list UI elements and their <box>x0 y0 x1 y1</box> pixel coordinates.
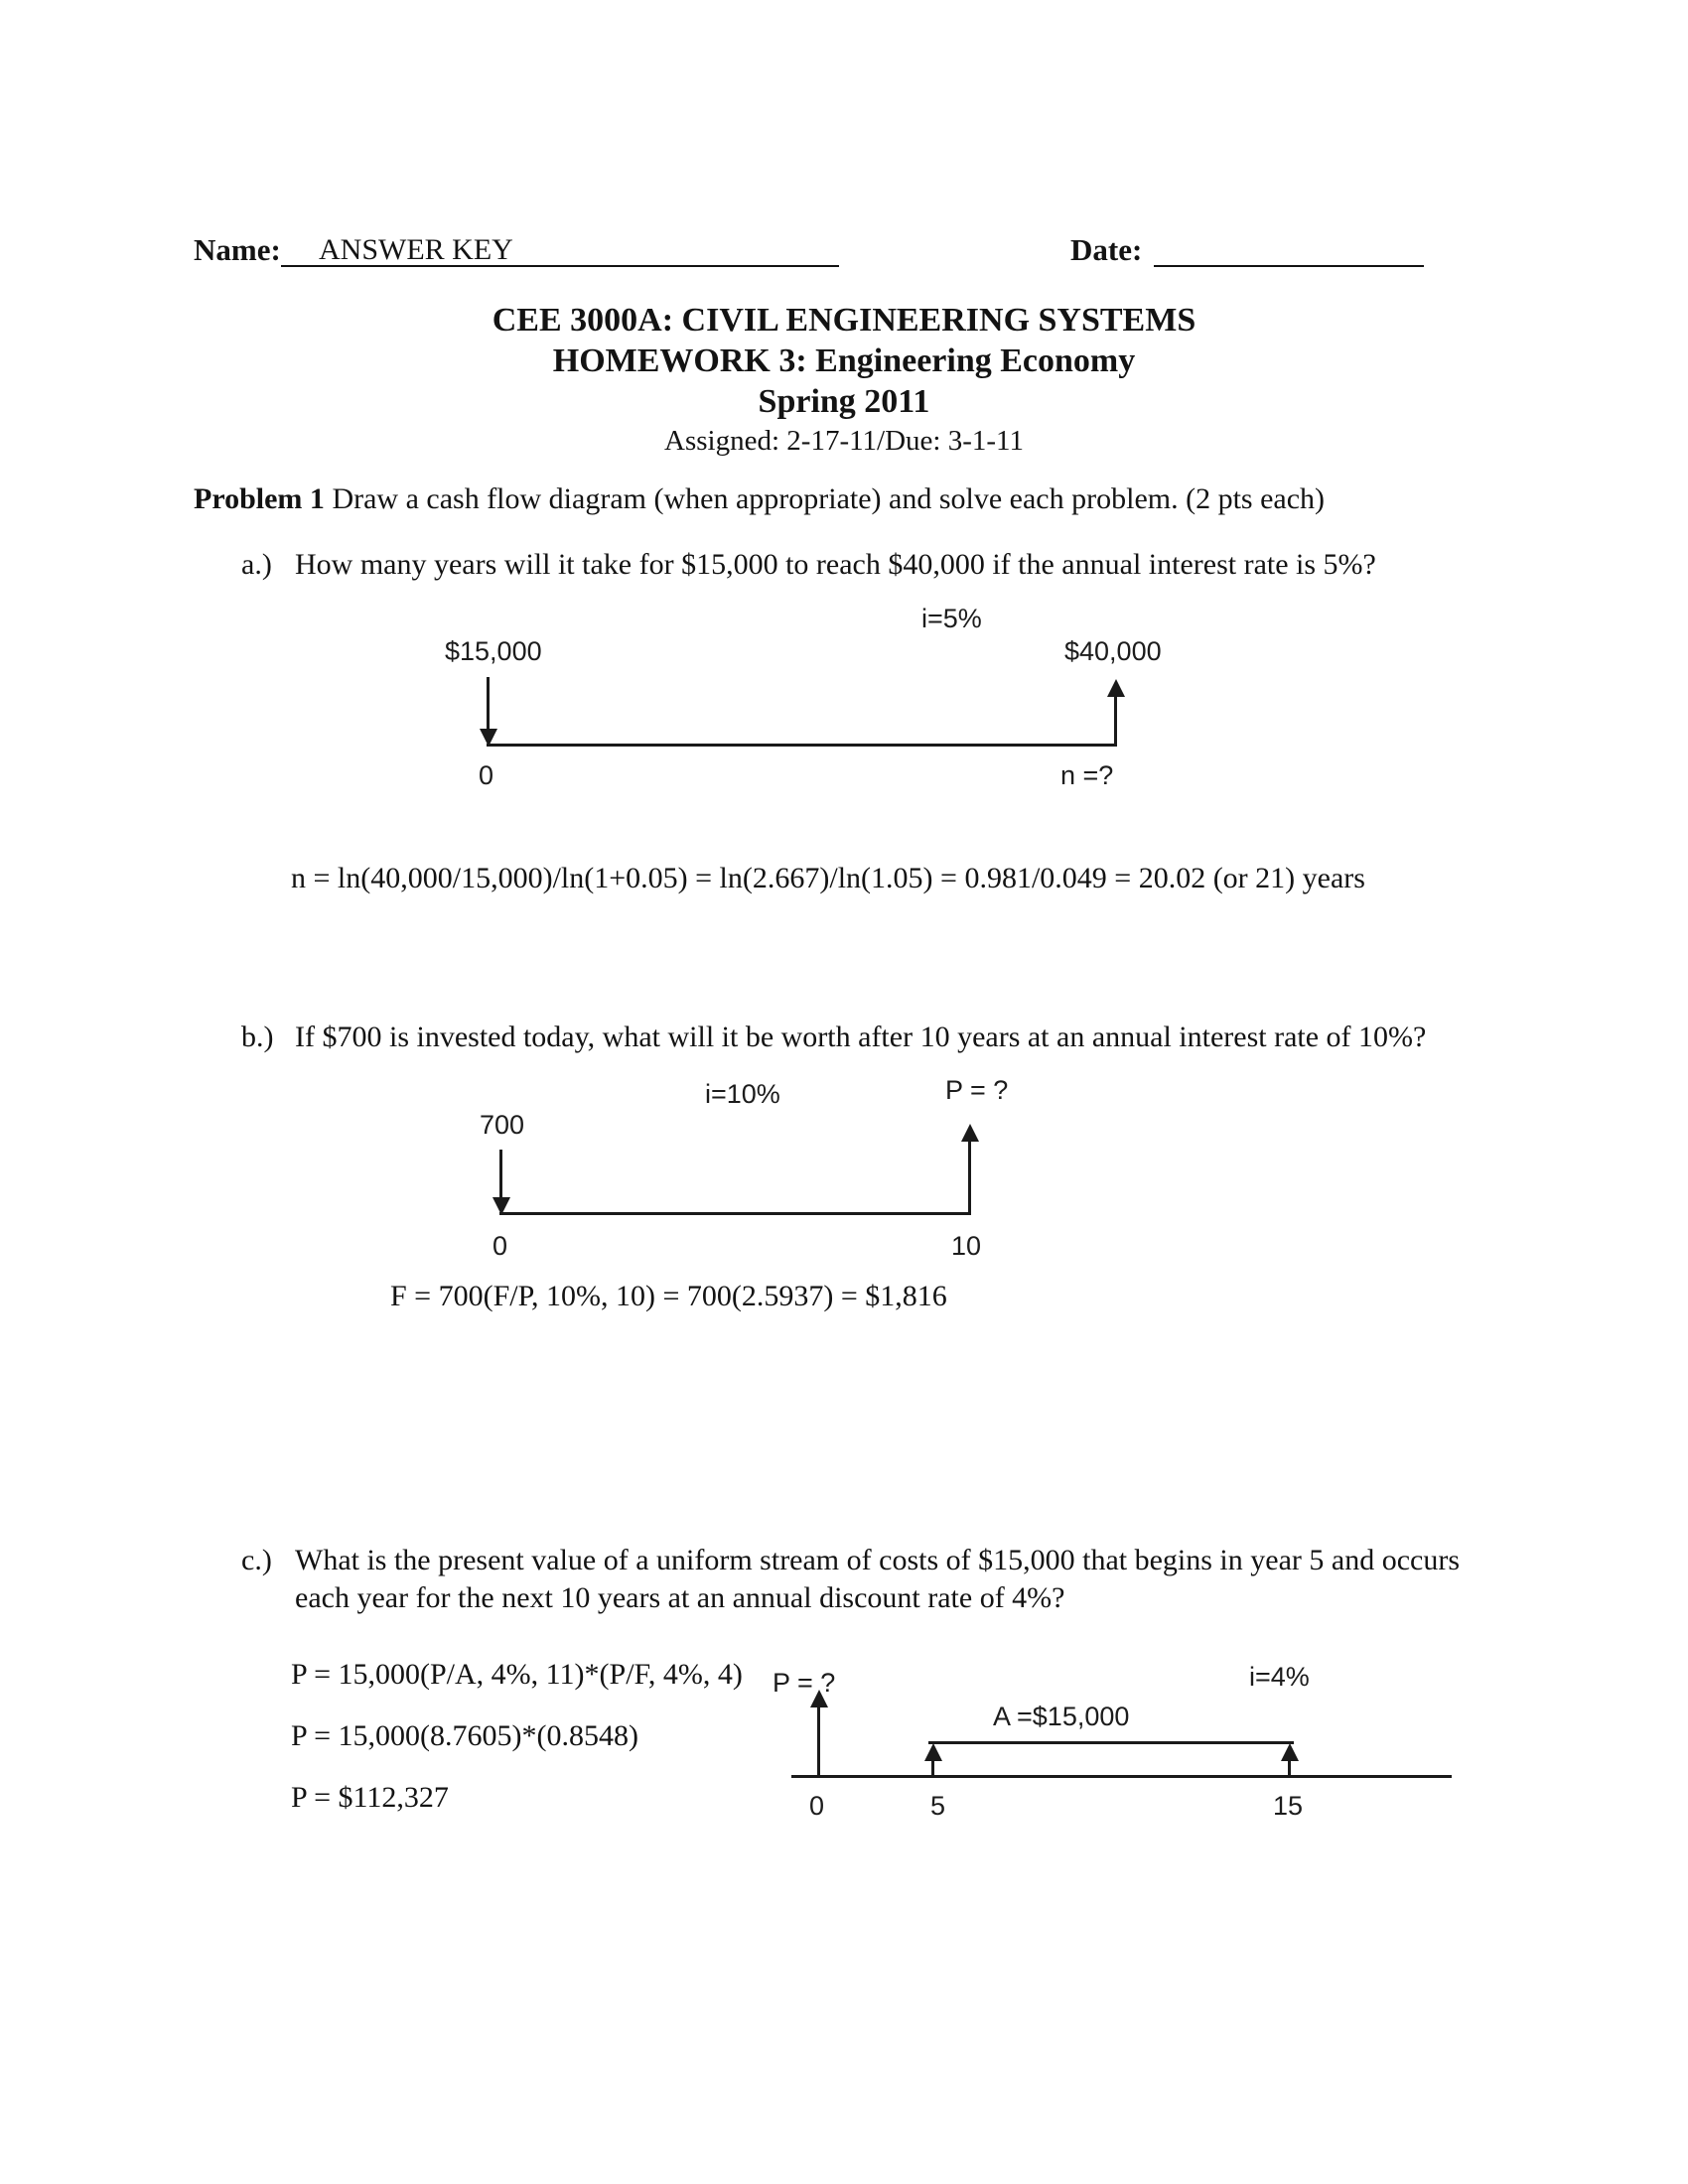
diagram-a-start-amount: $15,000 <box>445 636 542 666</box>
diagram-c-present-label: P = ? <box>773 1668 836 1698</box>
part-b-solution: F = 700(F/P, 10%, 10) = 700(2.5937) = $1,816 <box>390 1280 947 1312</box>
diagram-a-interest-label: i=5% <box>921 604 982 633</box>
diagram-c-time-zero: 0 <box>809 1791 825 1821</box>
diagram-a-outflow-arrow-shaft <box>487 677 490 733</box>
diagram-c-timeline <box>791 1775 1452 1778</box>
diagram-c-annuity-label: A =$15,000 <box>993 1702 1130 1731</box>
diagram-c-annuity-arrowhead15-icon <box>1281 1743 1299 1761</box>
assigned-due-line: Assigned: 2-17-11/Due: 3-1-11 <box>664 425 1024 457</box>
part-a-label: a.) <box>241 548 272 581</box>
part-c-solution-line1: P = 15,000(P/A, 4%, 11)*(P/F, 4%, 4) <box>291 1658 743 1691</box>
part-a-solution: n = ln(40,000/15,000)/ln(1+0.05) = ln(2.667)/ln(1.05) = 0.981/0.049 = 20.02 (or 21) years <box>291 862 1365 894</box>
problem1-text: Draw a cash flow diagram (when appropriate) and solve each problem. (2 pts each) <box>332 482 1326 515</box>
diagram-c-present-arrowhead-icon <box>810 1690 828 1707</box>
part-a-question: How many years will it take for $15,000 to reach $40,000 if the annual interest rate is 5%? <box>295 548 1376 581</box>
diagram-a-timeline <box>487 744 1117 747</box>
homework-title: HOMEWORK 3: Engineering Economy <box>552 342 1136 379</box>
diagram-c-present-arrow-shaft <box>817 1704 820 1777</box>
diagram-a-time-n: n =? <box>1060 760 1114 790</box>
diagram-b-start-amount: 700 <box>480 1110 525 1140</box>
part-c-solution-line3: P = $112,327 <box>291 1781 449 1814</box>
diagram-b-timeline <box>499 1212 971 1215</box>
diagram-b-interest-label: i=10% <box>705 1079 780 1109</box>
name-value: ANSWER KEY <box>319 233 513 266</box>
diagram-b-outflow-arrow-shaft <box>499 1150 502 1201</box>
name-label: Name: <box>194 232 281 267</box>
diagram-c-annuity-arrowhead5-icon <box>924 1743 942 1761</box>
diagram-c-time-fifteen: 15 <box>1273 1791 1304 1821</box>
diagram-b-time-zero: 0 <box>492 1231 508 1261</box>
diagram-c-annuity-bracket <box>928 1741 1294 1744</box>
part-c-label: c.) <box>241 1544 272 1576</box>
diagram-b-inflow-arrow-shaft <box>968 1140 971 1212</box>
part-b-question: If $700 is invested today, what will it be worth after 10 years at an annual interest rate of 10%? <box>295 1021 1427 1053</box>
diagram-a-end-amount: $40,000 <box>1064 636 1162 666</box>
diagram-a-inflow-arrowhead-icon <box>1107 679 1125 697</box>
date-label: Date: <box>1070 232 1143 267</box>
part-b-label: b.) <box>241 1021 274 1053</box>
term-title: Spring 2011 <box>758 383 930 420</box>
course-title: CEE 3000A: CIVIL ENGINEERING SYSTEMS <box>492 302 1196 339</box>
part-c-solution-line2: P = 15,000(8.7605)*(0.8548) <box>291 1719 638 1752</box>
part-c-question: What is the present value of a uniform stream of costs of $15,000 that begins in year 5 and occurs each year for the next 10 years at an annual discount rate of 4%? <box>295 1544 1461 1614</box>
title-block <box>0 300 1688 460</box>
diagram-a-inflow-arrow-shaft <box>1114 695 1117 745</box>
problem1-label: Problem 1 <box>194 482 325 515</box>
diagram-a-time-zero: 0 <box>479 760 494 790</box>
diagram-c-time-five: 5 <box>930 1791 946 1821</box>
diagram-c-interest-label: i=4% <box>1249 1662 1310 1692</box>
diagram-b-time-ten: 10 <box>951 1231 982 1261</box>
name-underline <box>281 223 839 267</box>
diagram-b-future-label: P = ? <box>945 1075 1009 1105</box>
date-underline <box>1154 223 1424 267</box>
diagram-b-inflow-arrowhead-icon <box>961 1124 979 1142</box>
problem1-heading <box>194 480 1584 518</box>
